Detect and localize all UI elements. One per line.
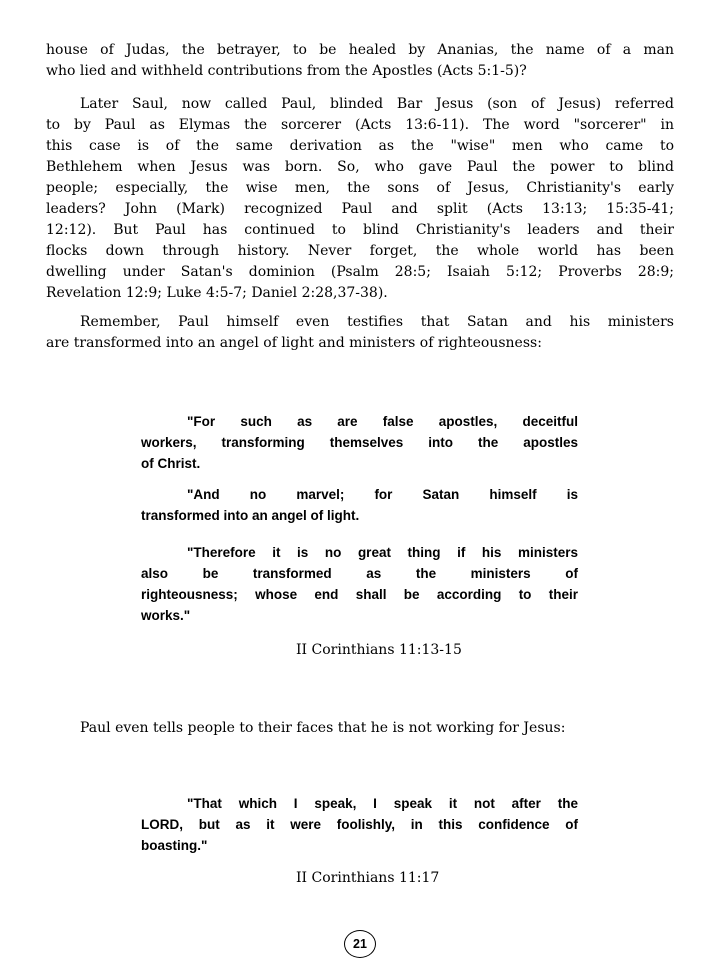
body-paragraph-continuation: house of Judas, the betrayer, to be healed by Ananias, the name of a man who lied and withheld contributions from the Apostles (Acts 5:1-5)? — [46, 42, 674, 79]
page-number: 21 — [353, 936, 367, 951]
scripture-quote-no-marvel: "And no marvel; for Satan himself is transformed into an angel of light. — [141, 487, 578, 523]
scripture-quote-therefore: "Therefore it is no great thing if his ministers also be transformed as the ministers of righteousness; whose end shall be according to their works." — [141, 545, 578, 623]
body-paragraph-saul-paul: Later Saul, now called Paul, blinded Bar Jesus (son of Jesus) referred to by Paul as Elymas the sorcerer (Acts 13:6-11). The word "sorcerer" in this case is of the same derivation as the "wise" men who came to Bethlehem when Jesus was born. So, who gave Paul the power to blind people; especially, the wise men, the sons of Jesus, Christianity's early leaders? John (Mark) recognized Paul and split (Acts 13:13; 15:35-41; 12:12). But Paul has continued to blind Christianity's leaders and their flocks down through history. Never forget, the whole world has been dwelling under Satan's dominion (Psalm 28:5; Isaiah 5:12; Proverbs 28:9; Revelation 12:9; Luke 4:5-7; Daniel 2:28,37-38). — [46, 96, 674, 301]
scripture-quote-that-which-i-speak: "That which I speak, I speak it not after the LORD, but as it were foolishly, in this confidence of boasting." — [141, 796, 578, 853]
body-paragraph-paul-tells: Paul even tells people to their faces that he is not working for Jesus: — [80, 720, 566, 736]
scripture-citation-corinthians-11-13-15: II Corinthians 11:13-15 — [296, 642, 462, 658]
scripture-quote-false-apostles: "For such as are false apostles, deceitful workers, transforming themselves into the apostles of Christ. — [141, 414, 578, 471]
scripture-citation-corinthians-11-17: II Corinthians 11:17 — [296, 870, 440, 886]
body-paragraph-remember: Remember, Paul himself even testifies that Satan and his ministers are transformed into an angel of light and ministers of righteousness: — [46, 314, 674, 351]
page-number-badge — [344, 930, 376, 958]
